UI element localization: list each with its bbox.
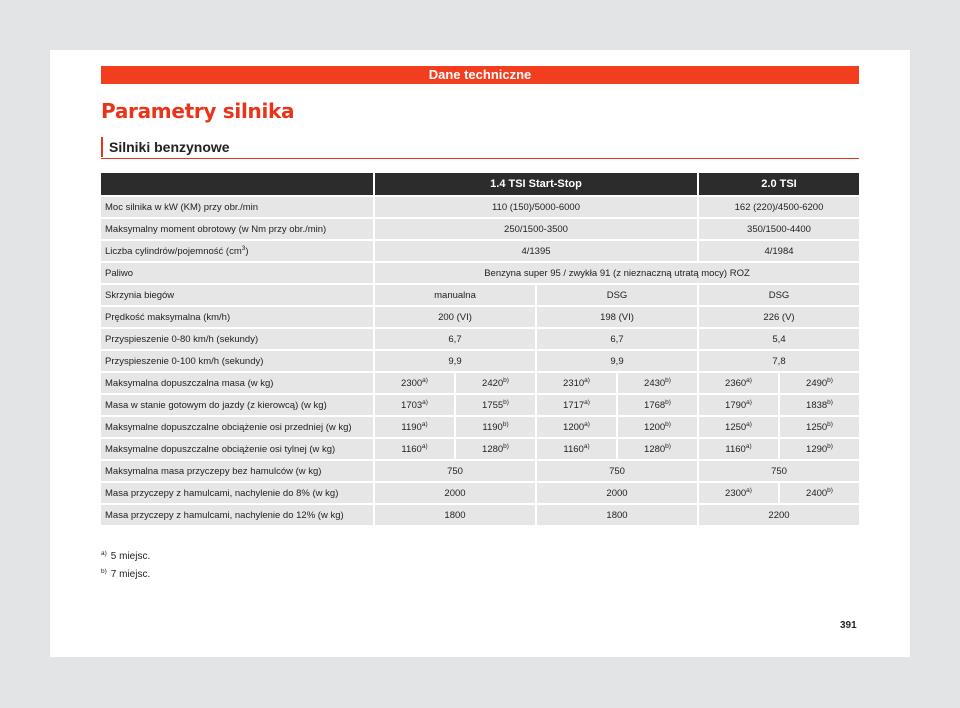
cell-value: 750 [609, 465, 625, 477]
cell-value: 1160 [563, 443, 584, 455]
table-cell [373, 263, 859, 283]
cell-value: 1280 [482, 443, 504, 455]
row-label-text: Masa przyczepy z hamulcami, nachylenie do 8% (w kg) [105, 487, 339, 499]
cell-footnote-mark: a) [583, 442, 590, 450]
column-header-1-4-tsi: 1.4 TSI Start-Stop [373, 173, 697, 195]
cell-value: 1190 [482, 421, 503, 433]
row-label-text: Liczba cylindrów/pojemność (cm [105, 245, 242, 257]
row-label [101, 307, 373, 327]
cell-value: 1190 [401, 421, 422, 433]
cell-value: 162 (220)/4500-6200 [734, 201, 824, 213]
table-cell [373, 285, 535, 305]
cell-footnote-mark: b) [665, 420, 671, 428]
header-empty-cell [101, 173, 373, 195]
table-cell [373, 219, 697, 239]
cell-value: manualna [434, 289, 476, 301]
table-cell [535, 417, 616, 437]
footnotes [101, 548, 150, 584]
subtitle-divider [101, 158, 859, 159]
row-label-text: Maksymalny moment obrotowy (w Nm przy obr./min) [105, 223, 327, 235]
table-cell [454, 417, 535, 437]
cell-value: 4/1984 [764, 245, 794, 257]
cell-value: 2430 [644, 377, 666, 389]
cell-footnote-mark: a) [746, 420, 752, 428]
cell-value: 1717 [563, 399, 585, 411]
row-label-text: Prędkość maksymalna (km/h) [105, 311, 231, 323]
row-label [101, 483, 373, 503]
cell-value: 2000 [444, 487, 466, 499]
cell-value: 750 [771, 465, 787, 477]
row-label [101, 373, 373, 393]
table-cell [697, 219, 859, 239]
table-row [101, 505, 859, 525]
table-cell [373, 483, 535, 503]
cell-footnote-mark: b) [827, 442, 833, 450]
table-cell [373, 439, 454, 459]
section-subtitle: Silniki benzynowe [101, 137, 859, 157]
cell-footnote-mark: b) [503, 442, 509, 450]
cell-value: 1790 [725, 399, 747, 411]
table-row [101, 417, 859, 437]
cell-value: 9,9 [610, 355, 624, 367]
row-label-text: Przyspieszenie 0-80 km/h (sekundy) [105, 333, 259, 345]
engine-spec-table [101, 171, 859, 527]
table-row [101, 439, 859, 459]
table-cell [535, 505, 697, 525]
table-row [101, 285, 859, 305]
table-cell [616, 439, 697, 459]
table-row [101, 373, 859, 393]
table-row [101, 219, 859, 239]
cell-value: 2360 [725, 377, 747, 389]
row-label-text: Maksymalne dopuszczalne obciążenie osi przedniej (w kg) [105, 421, 352, 433]
table-cell [535, 285, 697, 305]
table-cell [454, 373, 535, 393]
row-label [101, 505, 373, 525]
cell-value: 1800 [444, 509, 466, 521]
cell-value: 1280 [644, 443, 666, 455]
table-cell [535, 483, 697, 503]
column-header-2-0-tsi: 2.0 TSI [697, 173, 859, 195]
row-label-text: Maksymalna masa przyczepy bez hamulców (w kg) [105, 465, 322, 477]
cell-footnote-mark: b) [665, 376, 671, 384]
cell-value: 226 (V) [763, 311, 795, 323]
row-label-text: Moc silnika w kW (KM) przy obr./min [105, 201, 259, 213]
cell-value: 1250 [806, 421, 828, 433]
cell-value: 2400 [806, 487, 828, 499]
cell-value: 1290 [806, 443, 828, 455]
cell-footnote-mark: a) [746, 398, 752, 406]
table-cell [616, 373, 697, 393]
table-cell [697, 417, 778, 437]
cell-value: 1838 [806, 399, 828, 411]
row-label [101, 241, 373, 261]
cell-value: 6,7 [610, 333, 624, 345]
table-cell [535, 351, 697, 371]
table-cell [697, 395, 778, 415]
cell-footnote-mark: a) [746, 486, 752, 494]
cell-value: Benzyna super 95 / zwykła 91 (z nieznaczną utratą mocy) ROZ [484, 267, 750, 279]
table-row [101, 483, 859, 503]
cell-footnote-mark: a) [422, 398, 428, 406]
cell-footnote-mark: b) [827, 420, 833, 428]
section-title: Parametry silnika [101, 99, 295, 123]
row-label-end: ) [245, 245, 249, 257]
cell-value: 1160 [725, 443, 746, 455]
cell-value: 7,8 [772, 355, 786, 367]
table-cell [373, 505, 535, 525]
table-cell [697, 307, 859, 327]
table-cell [373, 307, 535, 327]
footnote-text: 7 miejsc. [110, 569, 151, 580]
cell-footnote-mark: a) [584, 376, 590, 384]
table-cell [454, 439, 535, 459]
cell-value: 200 (VI) [438, 311, 472, 323]
cell-value: 1200 [644, 421, 666, 433]
table-cell [535, 461, 697, 481]
table-cell [535, 439, 616, 459]
row-label [101, 395, 373, 415]
table-cell [697, 505, 859, 525]
cell-value: 1250 [725, 421, 747, 433]
cell-footnote-mark: b) [665, 398, 671, 406]
row-label [101, 263, 373, 283]
footnote-text: 5 miejsc. [110, 551, 151, 562]
table-body [101, 197, 859, 525]
row-label [101, 285, 373, 305]
table-cell [697, 241, 859, 261]
cell-footnote-mark: a) [421, 420, 428, 428]
table-cell [697, 439, 778, 459]
table-cell [616, 417, 697, 437]
table-cell [373, 395, 454, 415]
table-cell [616, 395, 697, 415]
table-cell [373, 373, 454, 393]
row-label-text: Masa przyczepy z hamulcami, nachylenie do 12% (w kg) [105, 509, 344, 521]
table-cell [535, 307, 697, 327]
row-label-text: Skrzynia biegów [105, 289, 175, 301]
table-cell [535, 373, 616, 393]
cell-footnote-mark: a) [746, 376, 752, 384]
cell-footnote-mark: b) [827, 398, 833, 406]
table-cell [454, 395, 535, 415]
cell-value: 1703 [401, 399, 423, 411]
row-label [101, 197, 373, 217]
cell-value: 2300 [725, 487, 747, 499]
table-cell [778, 417, 859, 437]
cell-footnote-mark: b) [502, 420, 509, 428]
row-label [101, 417, 373, 437]
cell-footnote-mark: a) [584, 398, 590, 406]
table-row [101, 307, 859, 327]
cell-value: 110 (150)/5000-6000 [491, 201, 581, 213]
row-label [101, 219, 373, 239]
table-row [101, 329, 859, 349]
footnote-mark: a) [101, 549, 107, 557]
table-cell [778, 439, 859, 459]
cell-value: 2490 [806, 377, 828, 389]
row-label-text: Przyspieszenie 0-100 km/h (sekundy) [105, 355, 264, 367]
table-header-row [101, 173, 859, 195]
cell-value: 2000 [606, 487, 628, 499]
table-row [101, 197, 859, 217]
footnote-b [101, 566, 150, 584]
row-label-superscript: 3 [241, 244, 246, 252]
cell-value: 2200 [768, 509, 790, 521]
cell-value: 750 [447, 465, 463, 477]
row-label-text: Paliwo [105, 267, 133, 279]
table-cell [373, 329, 535, 349]
cell-value: 5,4 [772, 333, 786, 345]
cell-footnote-mark: a) [421, 442, 428, 450]
table-cell [697, 461, 859, 481]
table-cell [697, 197, 859, 217]
cell-footnote-mark: b) [503, 376, 509, 384]
row-label [101, 351, 373, 371]
cell-value: 250/1500-3500 [504, 223, 568, 235]
cell-value: 350/1500-4400 [747, 223, 811, 235]
table-cell [697, 373, 778, 393]
table-cell [697, 351, 859, 371]
row-label [101, 329, 373, 349]
cell-value: 1800 [606, 509, 628, 521]
cell-value: 6,7 [448, 333, 462, 345]
cell-value: 2300 [401, 377, 423, 389]
table-cell [535, 395, 616, 415]
row-label [101, 461, 373, 481]
table-row [101, 351, 859, 371]
table-cell [373, 197, 697, 217]
table-cell [697, 483, 778, 503]
cell-value: 198 (VI) [600, 311, 634, 323]
row-label-text: Maksymalne dopuszczalne obciążenie osi tylnej (w kg) [105, 443, 336, 455]
table-row [101, 263, 859, 283]
row-label-text: Maksymalna dopuszczalna masa (w kg) [105, 377, 274, 389]
cell-value: DSG [606, 289, 628, 301]
table-cell [778, 395, 859, 415]
cell-value: 2310 [563, 377, 585, 389]
cell-value: 1160 [401, 443, 422, 455]
chapter-header: Dane techniczne [101, 66, 859, 84]
table-cell [373, 351, 535, 371]
cell-value: 1768 [644, 399, 666, 411]
table-cell [778, 483, 859, 503]
table-row [101, 461, 859, 481]
cell-value: 9,9 [448, 355, 462, 367]
cell-footnote-mark: a) [584, 420, 590, 428]
cell-value: 1755 [482, 399, 504, 411]
footnote-a [101, 548, 150, 566]
table-row [101, 395, 859, 415]
page-number: 391 [840, 620, 857, 631]
cell-footnote-mark: b) [827, 486, 833, 494]
cell-value: DSG [768, 289, 790, 301]
table-row [101, 241, 859, 261]
cell-value: 4/1395 [521, 245, 551, 257]
table-cell [697, 329, 859, 349]
table-cell [535, 329, 697, 349]
footnote-mark: b) [101, 567, 107, 575]
cell-footnote-mark: b) [665, 442, 671, 450]
table-cell [373, 461, 535, 481]
cell-value: 2420 [482, 377, 504, 389]
row-label [101, 439, 373, 459]
table-cell [373, 417, 454, 437]
cell-footnote-mark: a) [422, 376, 428, 384]
cell-footnote-mark: b) [827, 376, 833, 384]
cell-footnote-mark: a) [745, 442, 752, 450]
row-label-text: Masa w stanie gotowym do jazdy (z kierowcą) (w kg) [105, 399, 327, 411]
table-cell [373, 241, 697, 261]
cell-value: 1200 [563, 421, 585, 433]
cell-footnote-mark: b) [503, 398, 509, 406]
table-cell [778, 373, 859, 393]
table-cell [697, 285, 859, 305]
